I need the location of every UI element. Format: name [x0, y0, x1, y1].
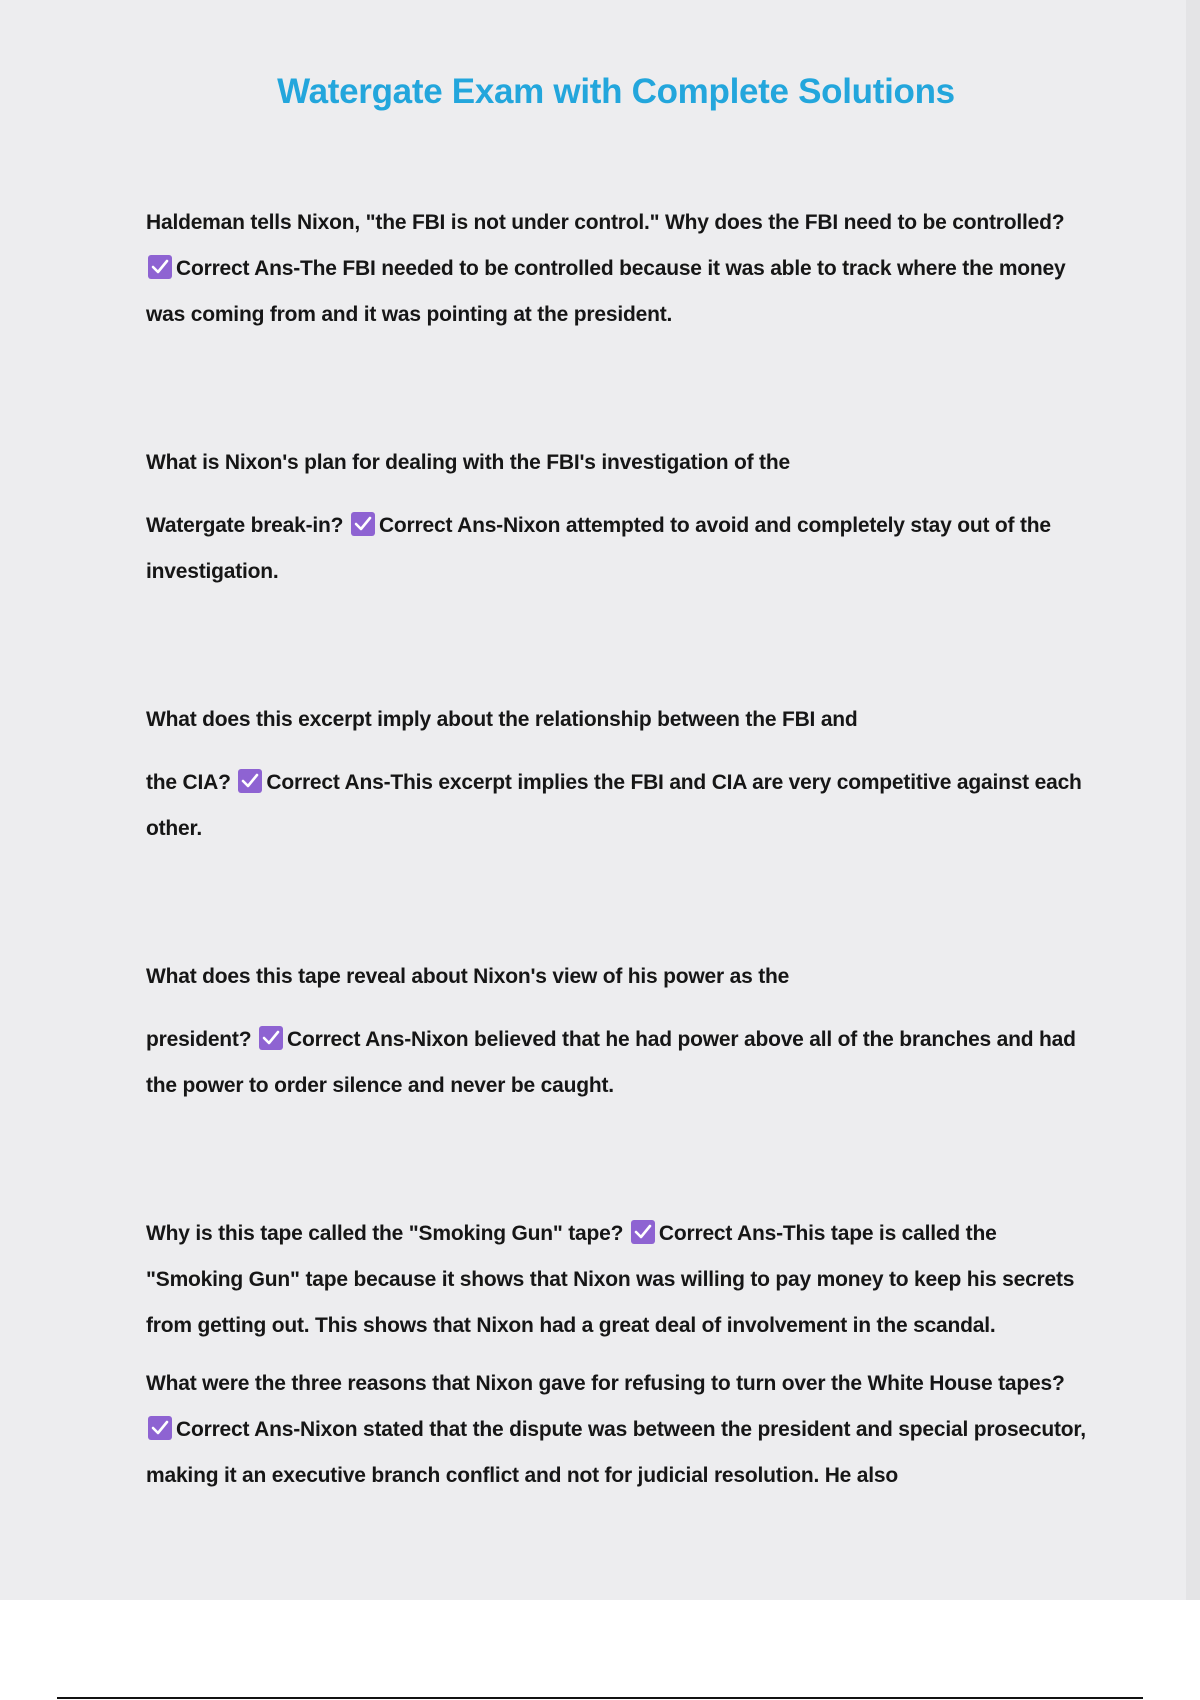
answer-text: Correct Ans-Nixon attempted to avoid and completely stay out of the investigation.	[146, 514, 1051, 583]
checkbox-checked-icon	[259, 1026, 283, 1050]
checkbox-checked-icon	[238, 769, 262, 793]
checkbox-checked-icon	[351, 512, 375, 536]
question-text: What is Nixon's plan for dealing with the FBI's investigation of the	[146, 451, 790, 474]
answer-text: Correct Ans-Nixon believed that he had power above all of the branches and had the power to order silence and never be caught.	[146, 1028, 1076, 1097]
checkbox-checked-icon	[631, 1220, 655, 1244]
answer-text: Correct Ans-Nixon stated that the dispute was between the president and special prosecutor, making it an executive branch conflict and not for judicial resolution. He also	[146, 1418, 1086, 1487]
footer-divider	[57, 1697, 1143, 1699]
answer-text: Correct Ans-The FBI needed to be controlled because it was able to track where the money was coming from and it was pointing at the president.	[146, 257, 1066, 326]
qa-item-3	[146, 697, 1096, 852]
checkbox-checked-icon	[148, 255, 172, 279]
qa-list	[146, 200, 1096, 1499]
question-text: Why is this tape called the "Smoking Gun" tape?	[146, 1222, 624, 1245]
question-text-continued: the CIA?	[146, 771, 231, 794]
answer-text: Correct Ans-This tape is called the "Smoking Gun" tape because it shows that Nixon was willing to pay money to keep his secrets from getting out. This shows that Nixon had a great deal of involvement in the scandal.	[146, 1222, 1075, 1337]
question-text: What does this tape reveal about Nixon's view of his power as the	[146, 965, 790, 988]
question-text: What were the three reasons that Nixon gave for refusing to turn over the White House tapes?	[146, 1372, 1065, 1395]
document-title: Watergate Exam with Complete Solutions	[277, 72, 955, 111]
question-text: What does this excerpt imply about the relationship between the FBI and	[146, 708, 858, 731]
qa-item-1	[146, 200, 1096, 338]
question-text-continued: president?	[146, 1028, 252, 1051]
qa-item-4	[146, 954, 1096, 1109]
qa-item-2	[146, 440, 1096, 595]
qa-item-5	[146, 1211, 1096, 1349]
checkbox-checked-icon	[148, 1416, 172, 1440]
question-text: Haldeman tells Nixon, "the FBI is not under control." Why does the FBI need to be controlled?	[146, 211, 1065, 234]
question-text-continued: Watergate break-in?	[146, 514, 344, 537]
qa-item-6	[146, 1361, 1096, 1499]
answer-text: Correct Ans-This excerpt implies the FBI and CIA are very competitive against each other.	[146, 771, 1082, 840]
page-edge	[1186, 0, 1200, 1600]
